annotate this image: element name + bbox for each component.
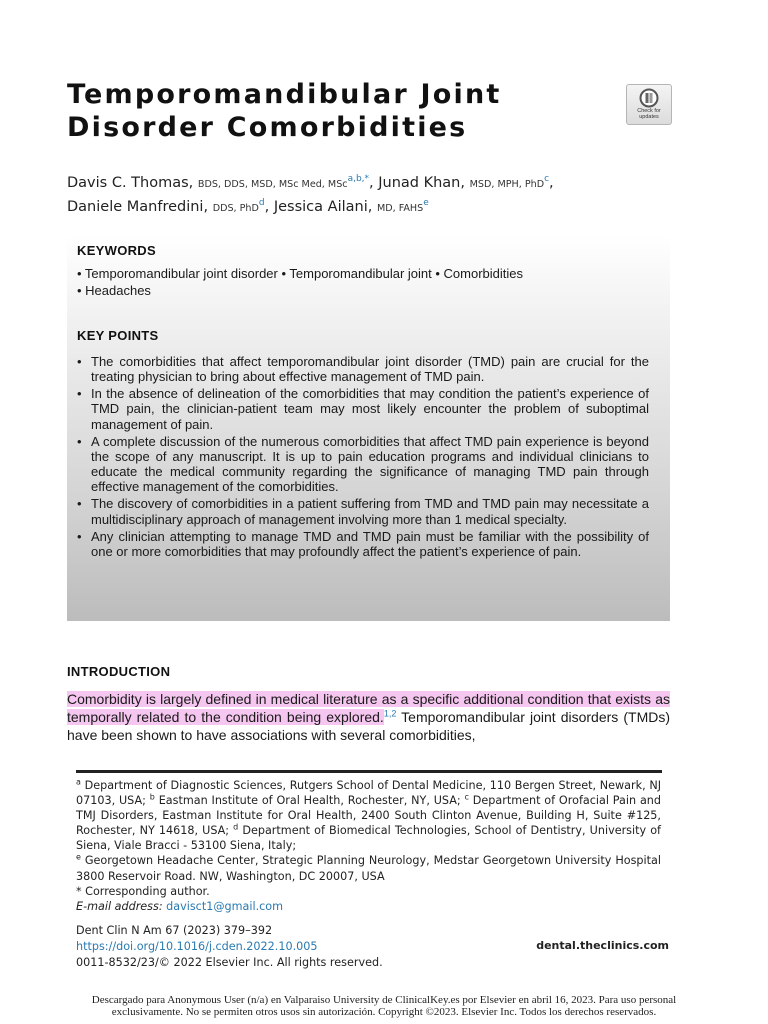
key-point-item: • The comorbidities that affect temporomandibular joint disorder (TMD) pain are crucial for the treating physician to bring about effective management of TMD pain. (77, 354, 649, 384)
author-name: Daniele Manfredini, (67, 199, 209, 215)
copyright-line: 0011-8532/23/© 2022 Elsevier Inc. All rights reserved. (76, 956, 383, 969)
author-list: Davis C. Thomas, BDS, DDS, MSD, MSc Med, MSc$^{a,b,*}$, Junad Khan, MSD, MPH, PhD$^c$, Daniele Manfredini, DDS, PhD$^d$, Jessica Ailani, MD, FAHS$^e$ (67, 174, 554, 215)
author-degrees: MD, FAHS (376, 203, 424, 214)
article-title (67, 78, 607, 144)
footnote-divider (76, 770, 662, 773)
affiliations-footnote: $^a$ Department of Diagnostic Sciences, Rutgers School of Dental Medicine, 110 Bergen Street, Newark, NJ 07103, USA; $^b$ Eastman Institute of Oral Health, Rochester, NY, USA; $^c$ Department of Orofacial Pain and TMJ Disorders, Eastman Institute for Oral Health, 2400 South Clinton Avenue, Building H, Suite #125, Rochester, NY 14618, USA; $^d$ Department of Biomedical Technologies, School of Dentistry, University of Siena, Viale Bracci - 53100 Siena, Italy; $^e$ Georgetown Headache Center, Strategic Planning Neurology, Medstar Georgetown University Hospital 3800 Reservoir Road. NW, Washington, DC 20007, USA * Corresponding author. E-mail address: davisct1@gmail.com (76, 777, 661, 913)
keywords-line: • Headaches (77, 283, 151, 298)
email-label: E-mail address: (76, 899, 163, 913)
journal-citation: Dent Clin N Am 67 (2023) 379–392 (76, 924, 273, 937)
key-point-item: • In the absence of delineation of the comorbidities that may condition the patient’s experience of TMD pain, the clinician-patient team may most likely encounter the problem of suboptimal management of pain. (77, 386, 649, 431)
author-degrees: MSD, MPH, PhD (469, 179, 545, 190)
key-point-item: • The discovery of comorbidities in a patient suffering from TMD and TMD pain may necessitate a multidisciplinary approach of management involving more than 1 medical specialty. (77, 496, 649, 526)
highlighted-text[interactable]: Comorbidity is largely defined in medical literature as a specific additional condition that exists as temporally related to the condition being explored. (67, 691, 670, 725)
journal-site-link[interactable]: dental.theclinics.com (536, 939, 669, 952)
citation-block (76, 923, 476, 971)
author-name: Davis C. Thomas, (67, 175, 194, 191)
author-degrees: DDS, PhD (212, 203, 259, 214)
introduction-text: Temporomandibular joint disorders (TMDs) have been shown to have associations with several comorbidities, (67, 709, 671, 743)
key-point-item: • Any clinician attempting to manage TMD and TMD pain must be familiar with the possibility of one or more comorbidities that may profoundly affect the patient’s experience of pain. (77, 529, 649, 559)
author-name: Jessica Ailani, (273, 199, 373, 215)
reference-link[interactable]: 1,2 (383, 708, 397, 719)
keywords-heading: KEYWORDS (77, 243, 156, 258)
introduction-paragraph (67, 690, 670, 744)
author-affiliation-link[interactable]: e (423, 198, 429, 209)
title-line-1: Temporomandibular Joint (67, 79, 502, 110)
badge-label: Check for updates (637, 108, 661, 120)
check-for-updates-badge[interactable] (626, 84, 672, 125)
key-point-item: • A complete discussion of the numerous comorbidities that affect TMD pain experience is beyond the scope of any manuscript. It is up to pain education programs and individual clinicians to educate the medical community regarding the significance of managing TMD pain through effective management of the comorbidities. (77, 434, 649, 494)
author-affiliation-link[interactable]: a,b,* (347, 174, 370, 185)
check-for-updates-icon (639, 88, 659, 108)
author-name: Junad Khan, (378, 175, 465, 191)
download-notice: Descargado para Anonymous User (n/a) en Valparaiso University de ClinicalKey.es por Elsevier en abril 16, 2023. Para uso personal exclusivamente. No se permiten otros usos sin autorización. Copyright ©2023. Elsevier Inc. Todos los derechos reservados. (91, 994, 677, 1018)
title-line-2: Disorder Comorbidities (67, 112, 468, 143)
key-points-heading: KEY POINTS (77, 328, 159, 343)
keywords-keypoints-box (67, 236, 670, 621)
author-affiliation-link[interactable]: c (544, 174, 550, 185)
doi-link[interactable]: https://doi.org/10.1016/j.cden.2022.10.005 (76, 940, 318, 953)
keywords-line: • Temporomandibular joint disorder • Temporomandibular joint • Comorbidities (77, 266, 523, 281)
introduction-heading: INTRODUCTION (67, 664, 171, 679)
email-link[interactable]: davisct1@gmail.com (166, 899, 284, 913)
author-degrees: BDS, DDS, MSD, MSc Med, MSc (197, 179, 348, 190)
corresponding-author-note: * Corresponding author. (76, 884, 210, 898)
key-points-list (77, 354, 649, 561)
keywords-list (77, 265, 662, 299)
author-affiliation-link[interactable]: d (258, 198, 265, 209)
